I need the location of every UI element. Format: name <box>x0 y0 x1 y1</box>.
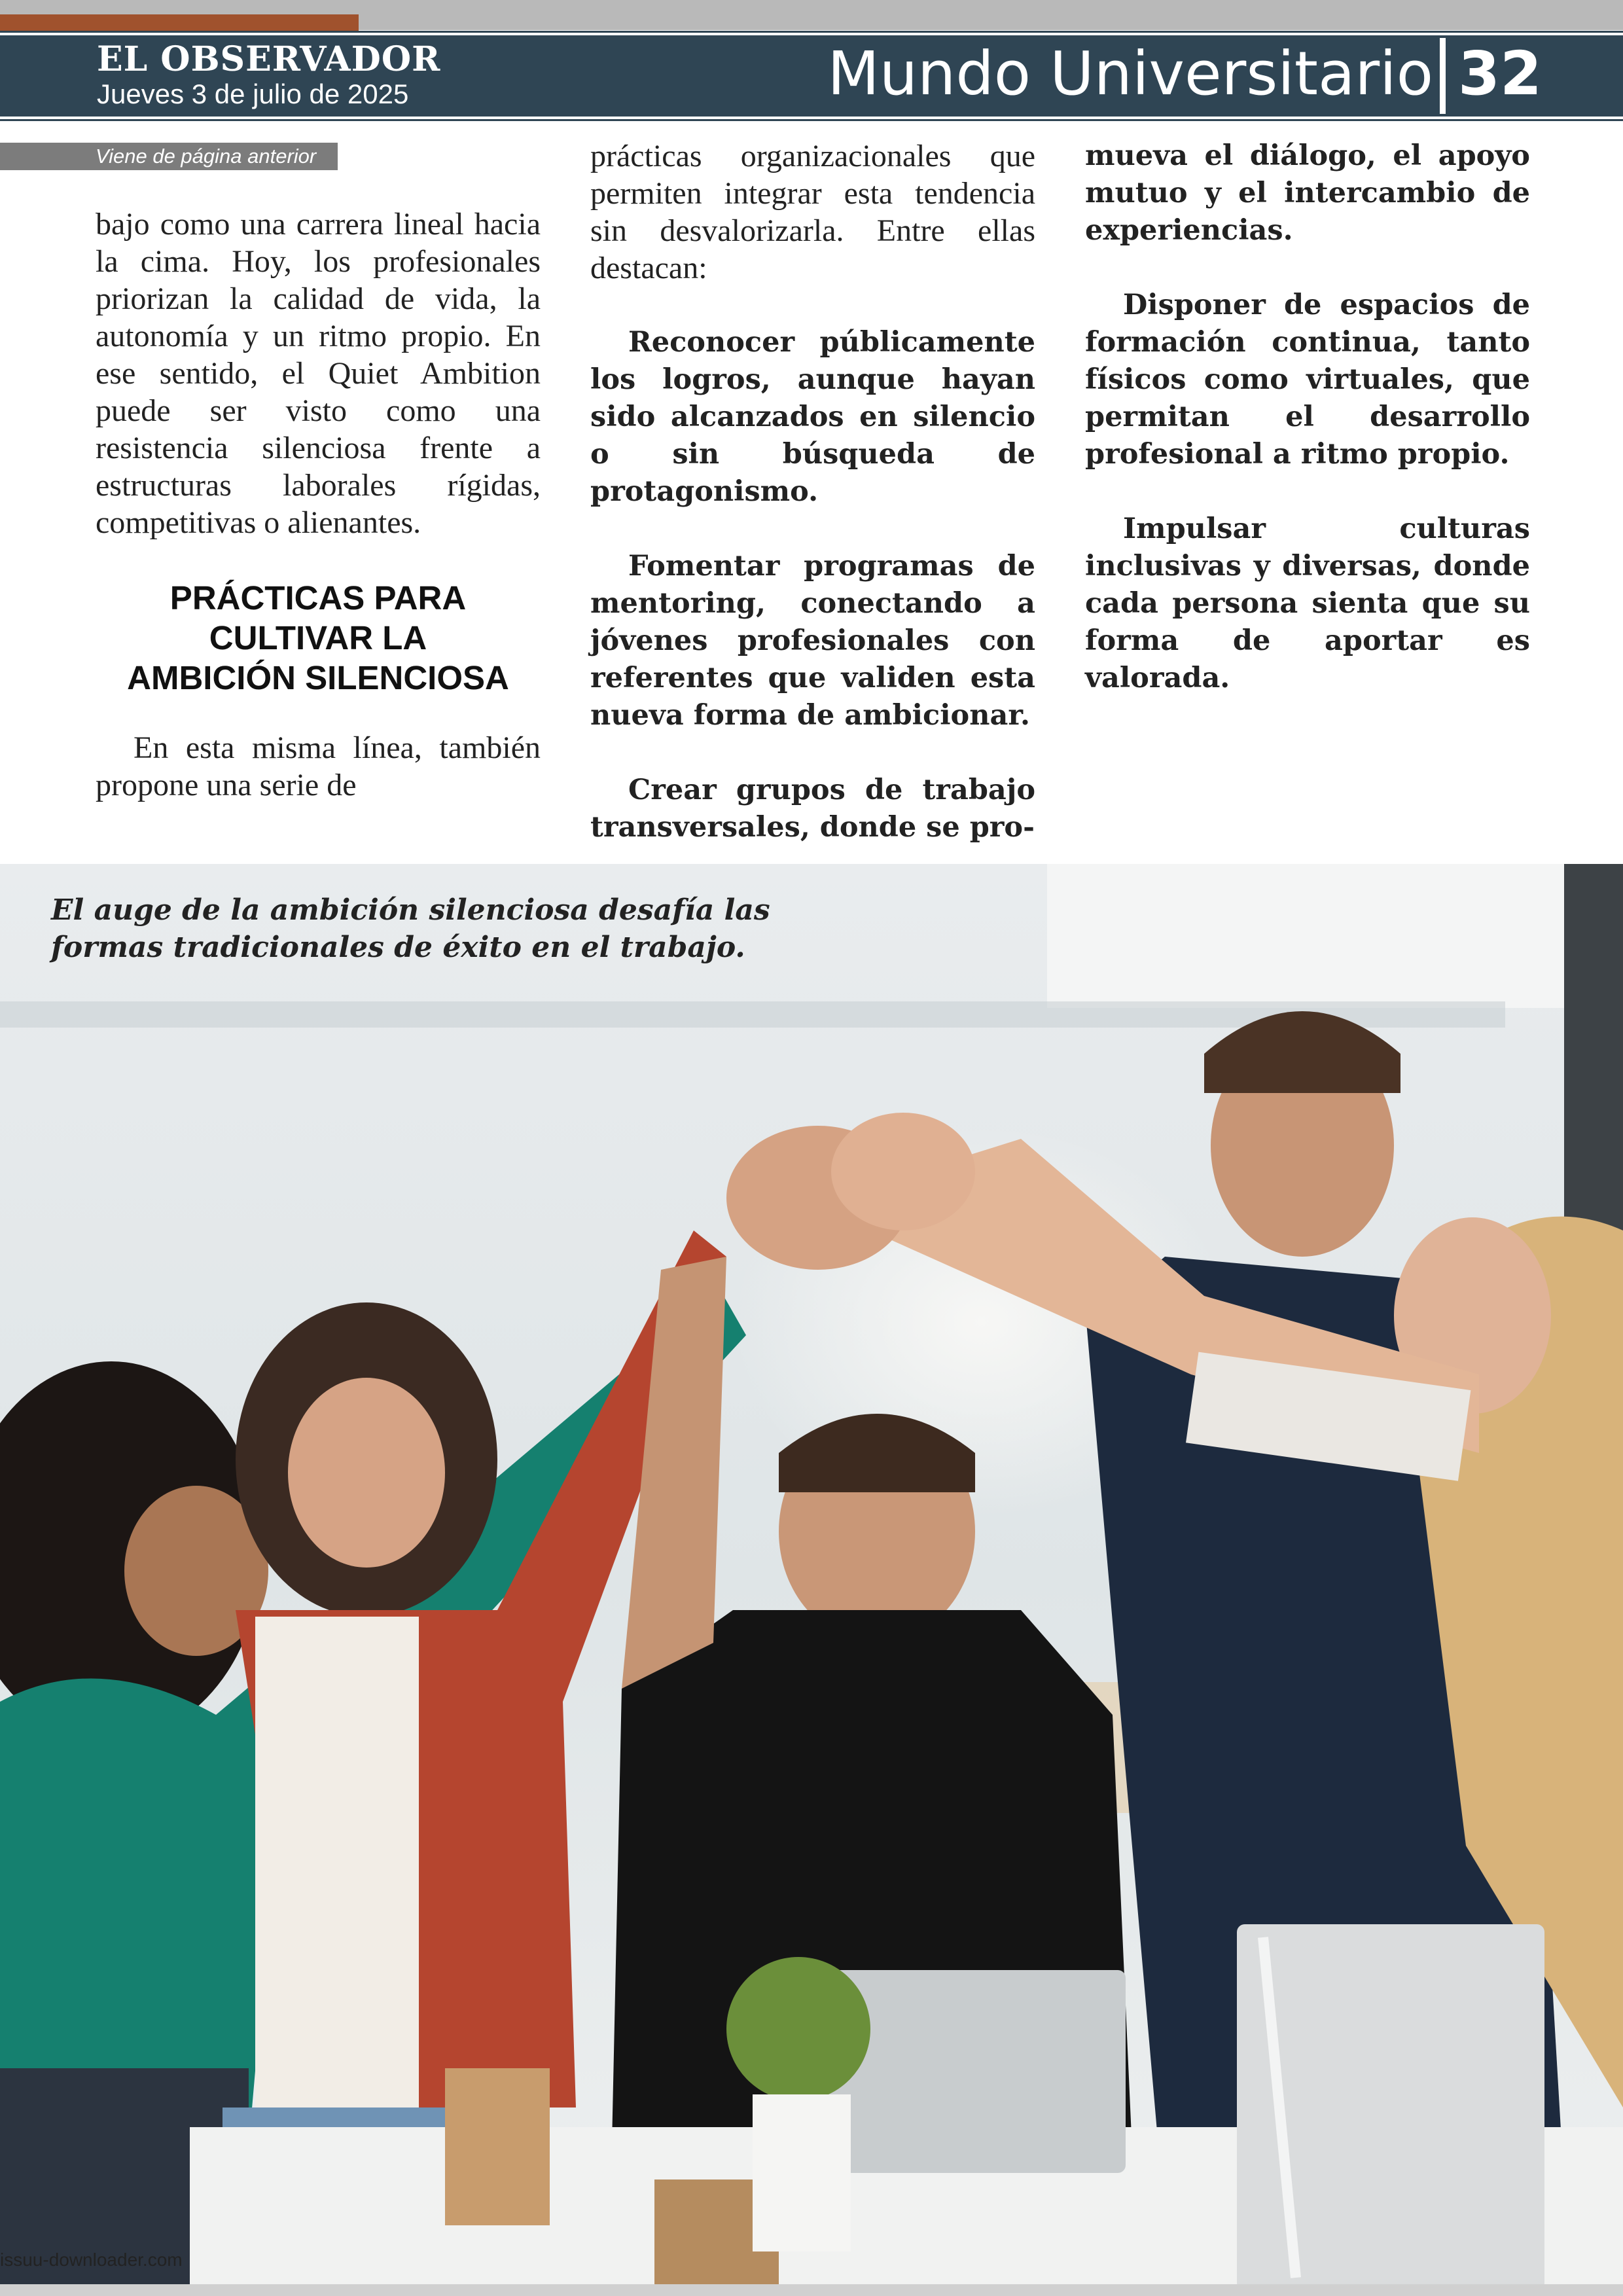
practice-item: mueva el diálogo, el apoyo mutuo y el intercambio de experiencias. <box>1085 139 1530 247</box>
practice-item: Disponer de espacios de formación continua, tanto físicos como virtuales, que permitan el desarrollo profesional a ritmo propio. <box>1085 289 1530 471</box>
paragraph: bajo como una carrera lineal hacia la cima. Hoy, los profesionales priorizan la calidad de vida, la autonomía y un ritmo propio. En ese sentido, el Quiet Ambition puede ser visto como una resistencia silenciosa frente a estructuras laborales rígidas, competitivas o alienantes. <box>96 207 541 540</box>
subheading <box>96 578 541 698</box>
bottom-bar <box>0 2284 1623 2296</box>
article-column-2 <box>590 137 1035 846</box>
caption-line: formas tradicionales de éxito en el trabajo. <box>51 931 745 964</box>
caption-line: El auge de la ambición silenciosa desafía las <box>51 893 770 927</box>
article-column-3 <box>1085 137 1530 697</box>
continued-from-label: Viene de página anterior <box>0 143 338 170</box>
issue-date: Jueves 3 de julio de 2025 <box>97 79 409 109</box>
practice-item: Fomentar programas de mentoring, conectando a jóvenes profesionales con referentes que validen esta nueva forma de ambicionar. <box>590 550 1035 732</box>
newspaper-name: EL OBSERVADOR <box>97 39 441 79</box>
top-accent-bar <box>0 14 359 31</box>
watermark: issuu-downloader.com <box>0 2250 183 2270</box>
header-divider <box>1440 38 1446 114</box>
section-title: Mundo Universitario <box>827 39 1433 109</box>
paragraph: prácticas organizacionales que permiten integrar esta tendencia sin desvalorizarla. Entre ellas destacan: <box>590 139 1035 285</box>
page-header <box>0 33 1623 119</box>
practice-item: Reconocer públicamente los logros, aunque hayan sido alcanzados en silencio o sin búsqueda de protagonismo. <box>590 326 1035 508</box>
subheading-line: AMBICIÓN SILENCIOSA <box>127 659 509 696</box>
article-column-1 <box>96 206 541 804</box>
subheading-line: PRÁCTICAS PARA <box>169 579 467 617</box>
page-number: 32 <box>1458 39 1543 109</box>
photo-caption <box>51 891 771 966</box>
paragraph: En esta misma línea, también propone una serie de <box>96 730 541 802</box>
practice-item: Impulsar culturas inclusivas y diversas, donde cada persona sienta que su forma de aportar es valorada. <box>1085 512 1530 694</box>
practice-item: Crear grupos de trabajo transversales, donde se pro- <box>590 774 1035 844</box>
team-high-five-illustration <box>0 864 1623 2296</box>
team-photo <box>0 864 1623 2296</box>
subheading-line: CULTIVAR LA <box>209 619 427 656</box>
